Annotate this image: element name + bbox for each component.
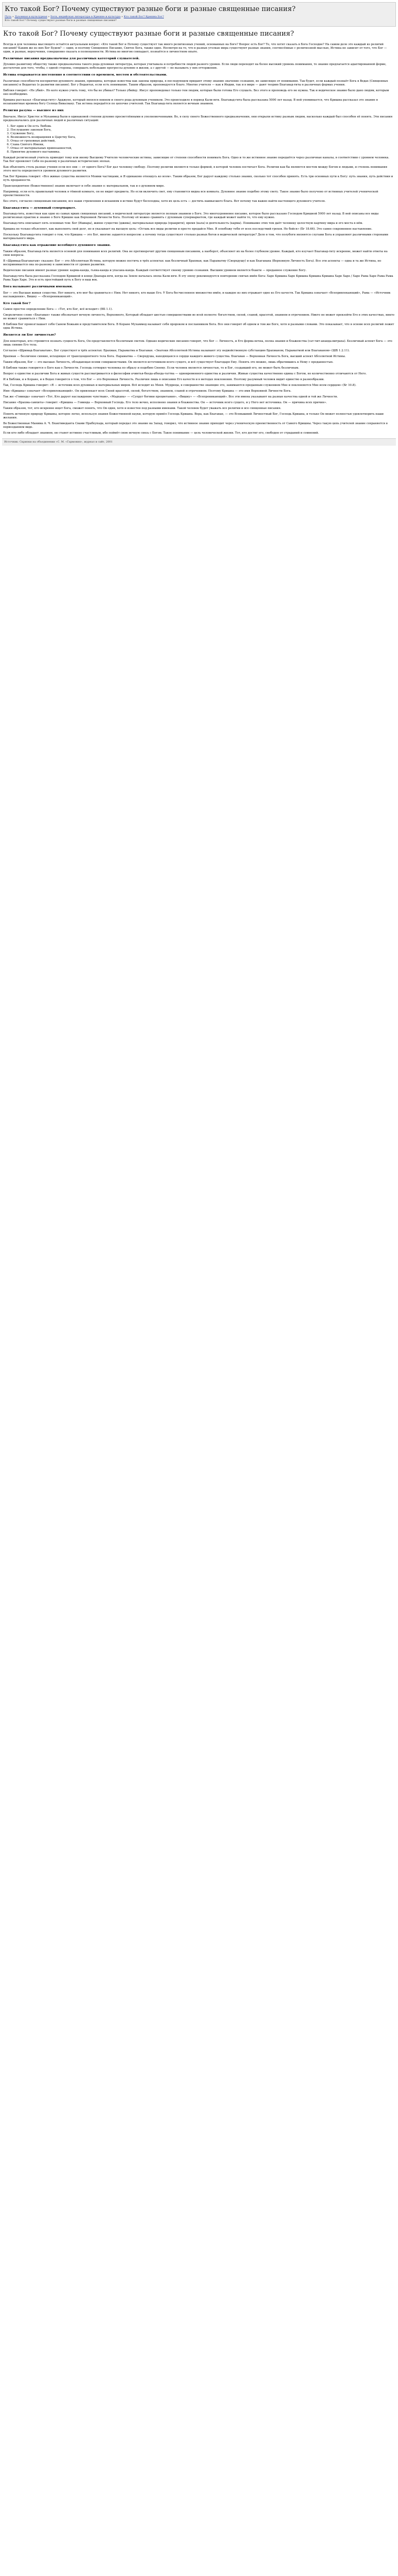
paragraph: Без этого, согласно священным писаниям, все наши стремления и исканиям в истине будут бесплодны, хотя их цель есть — достичь наивысшего блага. Вот почему так важно найти настоящего духовного учителя. [3, 199, 326, 203]
page-subtitle: Кто такой Бог? Почему существуют разные боги и разные священные писания? [5, 19, 117, 23]
paragraph: Трансцендентное (божественное) знание включает в себя знания о: материальном, так и о духовном мире. [3, 184, 165, 188]
paragraph: В «Шримад-Бхагаватам» сказано: Бог — это Абсолютная Истина, которую можно постичь в трёх аспектах: как безличный Брахман, как Параматму (Сверхдушу) и как Бхагавана (Верховную Личность Бога). Все эти аспекты — одна и та же Истина, но воспринимается она по-разному в зависимости от уровня развития. [3, 260, 381, 267]
list-item: 7. Отказ от материальных привязанностей, [10, 147, 395, 150]
paragraph: Согласно «Шримад-Бхагаватам», Бог существует в трёх аспектах: Брахман, Параматма и Бхагаван. «Знатоки Абсолютной Истины называют эту недвойственную субстанцию Брахманом, Параматмой или Бхагаваном» (ШБ 1.2.11). [3, 349, 350, 352]
paragraph: Так же «Говинда» означает «Тот, Кто дарует наслаждение чувствам», «Мадхава» — «Супруг богини процветания», «Вишну» — «Всепроникающий». Все эти имена указывают на разные качества одной и той же Личности. [3, 395, 338, 398]
paragraph: Бхагавад-гита была рассказана Господом Кришной в конце Двапара-юги, когда на Земле началась эпоха Кали-юги. В эту эпоху рекомендуется повторение святых имён Бога: Харе Кришна Харе Кришна Кришна Кришна Харе Харе / Харе Рама Харе Рама Рама Рама Харе Харе. Это и есть простейший путь к Богу в наш век. [3, 275, 393, 282]
paragraph: Например, если есть правильный человек в тёмной комнате, он не видит предмета. Но если включить свет, ему становится видна вся комната. Духовное знание подобно этому свету. Такое знание было получено от истинных учителей ученической преемственности. [3, 190, 379, 197]
list-item: 1. Бог един и Он есть Любовь [10, 125, 395, 128]
numbered-list [3, 125, 395, 154]
paragraph: Ведические писания имеют разные уровни: карма-канда, гьяна-канда и упасана-канда. Каждый соответствует своему уровню сознания. Высшим уровнем является бхакти — преданное служение Богу. [3, 269, 307, 273]
list-item: 8. Принятие духовного наставника. [10, 150, 395, 154]
paragraph: Писание «Брахма-самхита» говорит: «Кришна — Говинда — Верховный Господь. Его тело вечно, исполнено знания и блаженства. Он — источник всего сущего, и у Него нет источника. Он — причина всех причин». [3, 401, 327, 404]
paragraph: Каждый религиозный учитель приводит тому или иному Высшему Учителю человеческие истины, зависящие от степени способности понимать Бога. Одно и то же истинное знание передаётся через различные каналы, в соответствии с уровнем человека. Так Бог проявляет Себя по-разному в различных исторических эпохах. [3, 156, 390, 163]
paragraph: Различные способности восприятия духовного знания, принципы, которые известны как законы природы, в последующем придают этому знанию значение сознания, не зависящее от понимания. Так будет, если каждый познаёт Бога в Ведах (Священных писаниях) и Ведантах (о развитии писания). Бог у Ведантах, если есть понимание. Таким образом, проповедуется благо. Многие учителя — как в Индии, так и в мире — дают теорию Бхагавад-гиты в различных формах учения. [3, 79, 388, 87]
paragraph: Бог — это Высшая живая существо. Нет никого, кто мог бы сравниться с Ним. Нет никого, кто выше Его. У Бога бесчисленное множество имён, и каждое из них отражает одно из Его качеств. Так Кришна означает «Всепривлекающий», Рама — «Источник наслаждения», Вишну — «Всепроникающий». [3, 291, 391, 298]
list-item: 2. Послушание законам Бога, [10, 128, 395, 132]
paragraph: Во Божественные Манима А. Ч. Бхактиведанта Свами Прабхупада, который передал это знание на Запад, говорил, что истинное знание приходит через ученическую преемственность от Самого Кришны. Через такую цепь учителей знание сохраняется в первозданном виде. [3, 422, 388, 429]
paragraph: Кришна не только объясняет, как выполнять свой долг, но и указывает на высшую цель: «Оставь все виды религии и просто предайся Мне. Я освобожу тебя от всех последствий грехов. Не бойся» (Бг 18.66). Это самое сокровенное наставление. [3, 228, 372, 231]
section-heading: Бхагавад-гита — духовный супермаркет. [3, 206, 76, 210]
breadcrumb-separator: » [47, 15, 51, 18]
paragraph: Духовно развитому обществу также предназначена такого рода духовная литература, которая учитывала и потребности людей разного уровня. Если люди переходят на более высокий уровень понимания, то знание предлагается адаптированной форме, достаточно для того, чтобы, с одной стороны, совершать небольшие прогрессы духовно в жизни, а с другой — не вызывать у них отторжения. [3, 63, 386, 70]
paragraph: Брахман — безличное сияние, исходящее от трансцендентного тела Бога. Параматма — Сверхдуша, находящаяся в сердце каждого живого существа. Бхагаван — Верховная Личность Бога, высший аспект Абсолютной Истины. [3, 354, 346, 358]
breadcrumb-separator: » [120, 15, 124, 18]
paragraph: Так Бог Кришна говорит: «Все живые существа являются Моими частицами, и Я одинаково отношусь ко всем». Таким образом, Бог дарует каждому столько знания, сколько тот способен принять. Есть три основных пути к Богу: путь знания, путь действия и путь преданности. [3, 175, 393, 182]
list-item: 5. Отказ от греховных действий, [10, 139, 395, 143]
section-heading: Бхагавад-гита как отражение всеобщего духовного знания. [3, 244, 111, 247]
breadcrumb-link[interactable]: Духовная и культурная [15, 15, 48, 18]
breadcrumb-link[interactable]: Кто такой Бог? Кришна Бог? [124, 15, 164, 18]
page [0, 0, 398, 448]
paragraph: В Библии также говорится о Боге как о Личности. Господь сотворил человека по образу и подобию Своему. Если человек является личностью, то и Бог, создавший его, не может быть безличным. [3, 366, 300, 370]
paragraph: Имя «Кришна» означает «Всепривлекающий». Он привлекает всех Своей красотой, силой, богатством, знанием, славой и отречением. Поэтому Кришна — это имя Верховной Личности Бога. [3, 389, 292, 393]
paragraph: Бхагавад-гита, известная как одно из самых ярких священных писаний, в ведической литературе является полным знанием о Боге. Это многоуровневое писание, которое было рассказано Господом Кришной 5000 лет назад. В ней описаны все виды религиозных практик и знание о Боге Кришне как Верховной Личности Бога. Поэтому её можно сравнить с духовным супермаркетом, где каждый может найти то, что ему нужно. [3, 212, 379, 220]
paragraph: Вопрос о единстве и различии Бога и живых существ рассматривается в философии ачинтья-бхеда-абхеда-таттва — одновременного единства и различия. Живые существа качественно едины с Богом, но количественно отличаются от Него. [3, 372, 367, 375]
paragraph: Таким образом, Бхагавад-гита является основой для понимания всех религий. Она не противоречит другим священным писаниям, а наоборот, объясняет их на более глубоком уровне. Каждый, кто изучает Бхагавад-гиту искренне, может найти ответы на свои вопросы. [3, 250, 388, 257]
section-heading: Различные писания предназначены для различных категорий слушателей. [3, 57, 140, 60]
footer: Источник: Скрипки на объединении «С. М. «Гармония», журнал и сайт, 2001 [2, 438, 396, 446]
paragraph: Сверхличное слово «Бхагаван» также обозначает вечную личность, Верховного, Который обладает шестью совершенствами во всей полноте: богатством, силой, славой, красотой, знанием и отречением. Никто не может превзойти Его в этих качествах, никто не может сравниться с Ним. [3, 314, 394, 321]
paragraph: И в Библии, и в Коране, и в Ведах говорится о том, что Бог — это Верховная Личность. Различия лишь в описании Его качеств и в методах поклонения. Поэтому разумный человек видит единство в разнообразии. [3, 378, 325, 381]
breadcrumb [5, 15, 393, 19]
paragraph: Так, Господь Кришна говорит: «Я — источник всех духовных и материальных миров. Всё исходит из Меня. Мудрецы, в совершенстве знающие это, занимаются преданным служением Мне и поклоняются Мне всем сердцем» (Бг 10.8). [3, 383, 357, 387]
paragraph: Таким образом, Бог — это высшая Личность, обладающая всеми совершенствами. Он является источником всего сущего, и всё существует благодаря Ему. Понять это можно, лишь обратившись к Нему с преданностью. [3, 360, 334, 364]
article-body [2, 41, 396, 435]
paragraph: Библия говорит: «Не убий». Но кого нужно учить тому, что бы не убивал? Только убийцу. Иисус проповедовал только тем людям, которые были готовы Его слушать. Без этого и проповедь его не нужна. Так и ведическое знание было дано людям, которым оно необходимо. [3, 89, 389, 96]
article-title: Кто такой Бог? Почему существуют разные боги и разные священные писания? [3, 29, 294, 38]
page-title: Кто такой Бог? Почему существуют разные боги и разные священные писания? [5, 5, 296, 13]
paragraph: Для некоторых, кто стремится познать сущность Бога, Он представляется безличным светом. Однако ведические писания говорят, что Бог — Личность, и Его форма вечна, полна знания и блаженства (сат-чит-ананда-виграха). Безличный аспект Бога — это лишь сияние Его тела. [3, 339, 392, 347]
section-heading: Истина открывается постепенно в соответствии со временем, местом и обстоятельствами. [3, 73, 168, 77]
section-heading: Является ли Бог личностью? [3, 333, 56, 337]
paragraph: Кришна рассказал «Бхагавад-гиту» Арджуне, который являлся воином и своего рода духовным учеником. Это происходило в период Кали-юги. Бхагавад-гита была рассказана 5000 лет назад. В ней упоминается, что Кришна рассказал это знание в незапамятные времена богу Солнца Вивасвану. Так истина передаётся по цепочке учителей. Так Бхагавад-гита является вечным знанием. [3, 98, 378, 105]
paragraph: Всегда и для человека мыслящего остаётся актуальным вопрос: «Кто такой Бог и Почему существует так много религиозных учений, основанных на Боге? Вопрос есть Бог? То, что хотят сказать в Бога Господне? На самом деле это каждый из религий писаний? Каким же из них Бог Будем? — один, и поэтому Священное Писание, Святое Бога, также одно. Несмотря на то, что в разных уголках мира существуют разные знания, соотнесённые с религиозной мыслью, Истина не зависит от того, что Бог — один, и разные, вероучения, совершенно сказать в полноценности. Истина во многом совпадает, познаётся в личностном опыте. [3, 42, 387, 53]
section-heading: Бога называют различными именами. [3, 285, 73, 289]
section-heading: Религия разума — высшее из них [3, 109, 64, 113]
breadcrumb-link[interactable]: Боги, индийская литература в Кришне и культура [50, 15, 121, 18]
list-item: 3. Служение Богу, [10, 132, 395, 136]
paragraph: Таким образом, тот, кто искренне ищет Бога, сможет понять, что Он один, хотя и известен под разными именами. Такой человек будет уважать все религии и все священные писания. [3, 407, 281, 411]
paragraph: Поскольку Бхагавад-гита говорит о том, что Кришна — это Бог, многие задаются вопросом: а почему тогда существует столько разных богов в ведической литературе? Дело в том, что полубоги являются слугами Бога и управляют различными сторонами материального мира. [3, 233, 389, 241]
paragraph: Если кто-либо обладает знанием, он станет истинно счастливым, ибо поймёт свою вечную связь с Богом. Такое понимание — цель человеческой жизни. Тот, кто достиг его, свободен от страданий и сомнений. [3, 432, 319, 435]
header-box [2, 2, 396, 27]
section-heading: Кто такой Бог? [3, 301, 31, 305]
paragraph: Понять истинную природу Кришны, которое легко, используя знания Божественной науки, которую привёл Господь Кришна. Вера, как Бхагаван, — это Всевышний Личностный Бог, Господь Кришна, и только Он может полностью удовлетворить наши желания. [3, 413, 384, 420]
breadcrumb-separator: » [11, 15, 15, 18]
paragraph: Бхагавад-гита описывает пять основных тем: Бог (Ишвара), живое существо (джива), материальная природа (пракрити), время (кала) и деятельность (карма). Понимание этих тем даёт человеку целостную картину мира и его места в нём. [3, 222, 363, 225]
breadcrumb-link[interactable]: Путь [5, 15, 12, 18]
list-item: 6. Слава Святого Имени, [10, 143, 395, 147]
paragraph: Как объяснить столь разные учения если все они — от одного Бога? Бог дал человеку свободу. Поэтому религии являются только формой, в которой человек постигает Бога. Религии как бы являются мостом между Богом и людьми, и степень понимания этого моста определяется уровнем духовного развития. [3, 165, 388, 173]
paragraph: Самое простое определение Бога — «Тот, кто Бог, всё исходит» (ВБ 1.1). [3, 308, 113, 311]
paragraph: В Библии Бог провозглашает себя Сыном Божьим и представителем Бога. В Коране Мухаммед называет себя пророком и посланником Бога. Все они говорят об одном и том же Боге, хотя и разными словами. Это показывает, что в основе всех религий лежит одна Истина. [3, 323, 394, 330]
paragraph: Вначале, Иисус Христос и Мухаммед были в одинаковой степени духовно просветлёнными и уполномоченными. Во, в силу своего Божественного предназначения, они открыли истину разным людям, насколько каждый был способен её понять. Эти писания предназначались для различных людей и различных ситуаций: [3, 115, 393, 122]
list-item: 4. Возможность возвращения к Царству Бога, [10, 136, 395, 139]
